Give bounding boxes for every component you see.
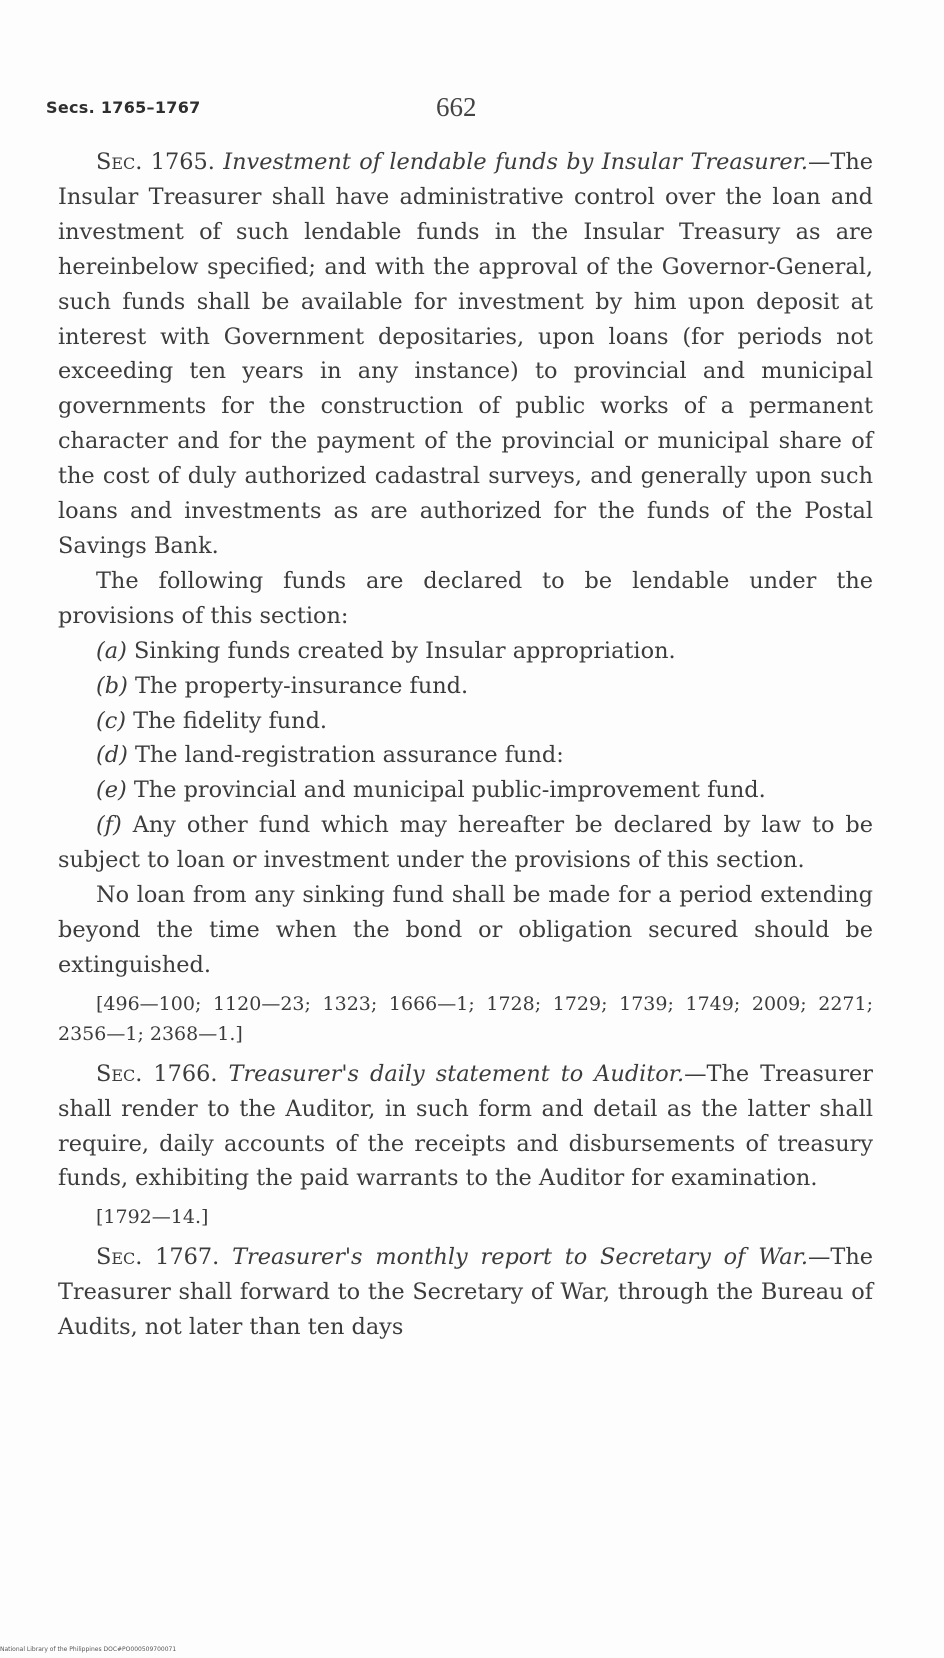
page-body [58, 145, 873, 1345]
item-text: Any other fund which may hereafter be declared by law to be subject to loan or investment under the provisions of this section. [58, 812, 873, 874]
item-text: The property-insurance fund. [134, 672, 469, 699]
section-label: Sec. 1765. [96, 149, 215, 175]
section-title: Investment of lendable funds by Insular Treasurer. [223, 149, 808, 175]
sinking-fund-paragraph: No loan from any sinking fund shall be made for a period extending beyond the time when the bond or obligation secured should be extinguished. [58, 882, 873, 978]
page-header [46, 92, 506, 132]
fund-item-f [58, 808, 873, 878]
fund-item-b [58, 669, 873, 704]
item-letter: (d) [96, 742, 128, 769]
item-text: The provincial and municipal public-improvement fund. [133, 777, 766, 804]
section-text: —The Insular Treasurer shall have administrative control over the loan and investment of such lendable funds in the Insular Treasury as are hereinbelow specified; and with the approval of the Governor-General, such funds shall be available for investment by him upon deposit at interest with Government depositaries, upon loans (for periods not exceeding ten years in any instance) to provincial and municipal governments for the construction of public works of a permanent character and for the payment of the provincial or municipal share of the cost of duly authorized cadastral surveys, and generally upon such loans and investments as are authorized for the funds of the Postal Savings Bank. [58, 149, 873, 559]
section-range: Secs. 1765–1767 [46, 98, 201, 117]
section-1766-paragraph [58, 1057, 873, 1197]
section-label: Sec. 1767. [96, 1244, 220, 1271]
section-label: Sec. 1766. [96, 1060, 218, 1087]
section-1765-citation: [496—100; 1120—23; 1323; 1666—1; 1728; 1729; 1739; 1749; 2009; 2271; 2356—1; 2368—1.] [58, 992, 873, 1045]
item-letter: (f) [96, 812, 122, 839]
fund-item-a [58, 634, 873, 669]
item-letter: (c) [96, 707, 127, 734]
scan-source-footer: National Library of the Philippines DOC#PO000509700071 [0, 1646, 177, 1653]
item-text: The fidelity fund. [133, 707, 328, 734]
fund-item-d [58, 738, 873, 773]
page-number: 662 [436, 92, 477, 122]
fund-item-e [58, 773, 873, 808]
item-text: The land-registration assurance fund: [134, 742, 564, 769]
item-letter: (b) [96, 672, 128, 699]
lendable-funds-intro: The following funds are declared to be lendable under the provisions of this section: [58, 567, 873, 629]
section-text: —The Treasurer shall forward to the Secretary of War, through the Bureau of Audits, not later than ten days [58, 1244, 873, 1341]
item-letter: (e) [96, 777, 127, 804]
section-1765-paragraph [58, 145, 873, 564]
item-text: Sinking funds created by Insular appropriation. [133, 637, 676, 664]
section-1767-paragraph [58, 1240, 873, 1345]
section-title: Treasurer's monthly report to Secretary of War. [232, 1244, 808, 1271]
section-text: —The Treasurer shall render to the Auditor, in such form and detail as the latter shall require, daily accounts of the receipts and disbursements of treasury funds, exhibiting the paid warrants to the Auditor for examination. [58, 1060, 873, 1192]
fund-item-c [58, 704, 873, 739]
section-title: Treasurer's daily statement to Auditor. [228, 1060, 685, 1087]
item-letter: (a) [96, 637, 127, 664]
section-1766-citation: [1792—14.] [96, 1206, 209, 1229]
